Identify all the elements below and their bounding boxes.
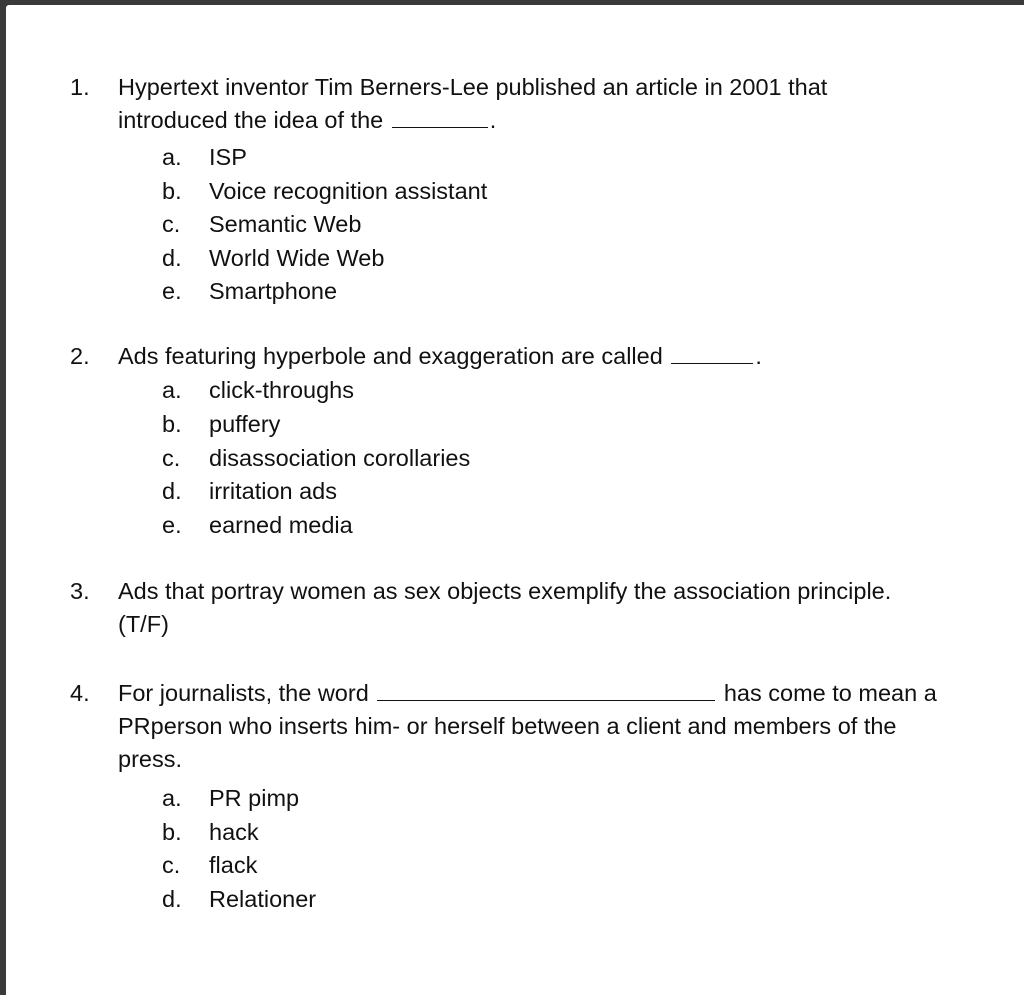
- question-line: press.: [118, 746, 182, 772]
- question-text: [118, 677, 998, 776]
- option-text: Voice recognition assistant: [209, 178, 488, 204]
- option-letter: a.: [162, 785, 182, 811]
- question-text-segment: Ads featuring hyperbole and exaggeration are called: [118, 343, 663, 369]
- option-letter: d.: [162, 245, 182, 271]
- question-line: [118, 677, 998, 710]
- question-line: [118, 104, 998, 137]
- option-letter: b.: [162, 178, 182, 204]
- answer-blank: [392, 105, 488, 128]
- option-text: puffery: [209, 411, 281, 437]
- question-number: 3.: [70, 578, 90, 604]
- question-number: 2.: [70, 343, 90, 369]
- option-letter: c.: [162, 211, 181, 237]
- question-text-segment: .: [755, 343, 762, 369]
- option-text: hack: [209, 819, 259, 845]
- option-text: click-throughs: [209, 377, 354, 403]
- option-text: World Wide Web: [209, 245, 385, 271]
- option-text: PR pimp: [209, 785, 300, 811]
- option-text: Semantic Web: [209, 211, 362, 237]
- question-line: Ads that portray women as sex objects exemplify the association principle.: [118, 578, 892, 604]
- option-letter: c.: [162, 852, 181, 878]
- question-line: (T/F): [118, 611, 169, 637]
- option-text: ISP: [209, 144, 247, 170]
- option-text: Smartphone: [209, 278, 338, 304]
- question-line: Hypertext inventor Tim Berners-Lee published an article in 2001 that: [118, 74, 828, 100]
- option-letter: d.: [162, 478, 182, 504]
- question-text: [118, 71, 998, 137]
- question-text: [118, 340, 998, 373]
- option-letter: e.: [162, 278, 182, 304]
- option-text: earned media: [209, 512, 353, 538]
- question-text-segment: For journalists, the word: [118, 680, 369, 706]
- question-text-segment: .: [489, 107, 497, 133]
- question-text-segment: has come to mean a: [723, 680, 937, 706]
- answer-blank: [377, 678, 715, 701]
- option-letter: e.: [162, 512, 182, 538]
- option-text: disassociation corollaries: [209, 445, 471, 471]
- question-text-segment: introduced the idea of the: [118, 107, 384, 133]
- option-letter: b.: [162, 411, 182, 437]
- answer-blank: [671, 341, 753, 364]
- option-letter: a.: [162, 144, 182, 170]
- option-letter: a.: [162, 377, 182, 403]
- question-number: 1.: [70, 74, 90, 100]
- question-line: PRperson who inserts him- or herself between a client and members of the: [118, 713, 897, 739]
- option-text: Relationer: [209, 886, 317, 912]
- question-number: 4.: [70, 680, 90, 706]
- option-letter: b.: [162, 819, 182, 845]
- question-text: [118, 575, 998, 641]
- option-text: irritation ads: [209, 478, 337, 504]
- option-letter: c.: [162, 445, 181, 471]
- option-text: flack: [209, 852, 258, 878]
- quiz-page: [6, 5, 1024, 995]
- option-letter: d.: [162, 886, 182, 912]
